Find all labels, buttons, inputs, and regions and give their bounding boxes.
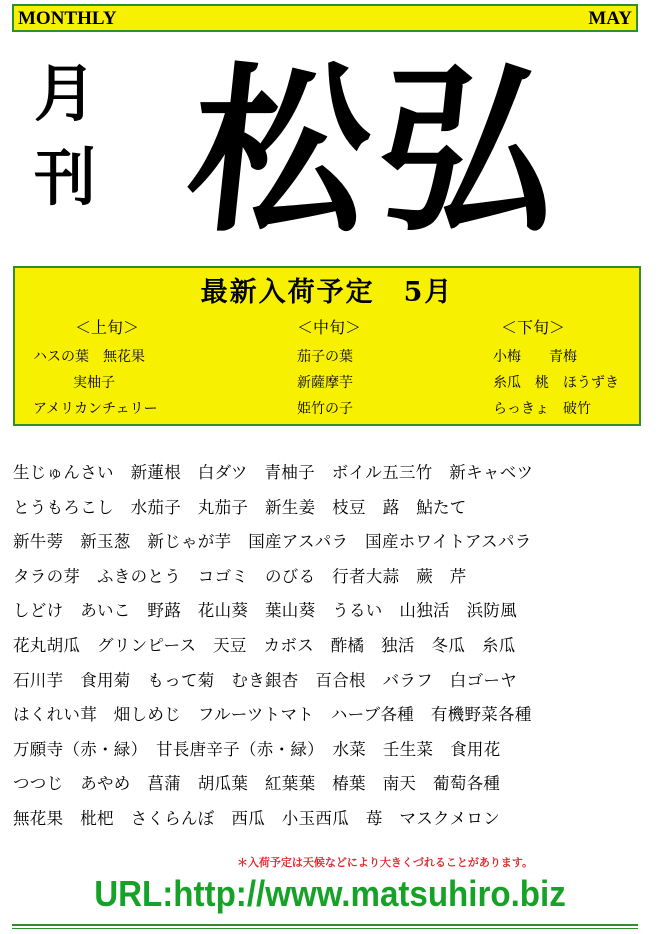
produce-line: 無花果 枇杷 さくらんぼ 西瓜 小玉西瓜 苺 マスクメロン bbox=[13, 808, 501, 828]
produce-line: 石川芋 食用菊 もって菊 むき銀杏 百合根 バラフ 白ゴーヤ bbox=[13, 670, 517, 690]
produce-line: タラの芽 ふきのとう コゴミ のびる 行者大蒜 蕨 芹 bbox=[13, 566, 467, 586]
masthead-gekkan-char-2: 刊 bbox=[34, 141, 97, 214]
column-heading: ＜中旬＞ bbox=[297, 318, 362, 337]
arrival-item: アメリカンチェリー bbox=[33, 401, 158, 417]
column-heading: ＜下旬＞ bbox=[501, 318, 566, 337]
arrival-item: 実柚子 bbox=[73, 375, 115, 391]
footer-rule bbox=[12, 924, 638, 929]
arrival-column-early bbox=[33, 318, 233, 422]
arrival-item: 新薩摩芋 bbox=[297, 375, 353, 391]
produce-line: 新牛蒡 新玉葱 新じゃが芋 国産アスパラ 国産ホワイトアスパラ bbox=[13, 532, 532, 552]
arrival-item: らっきょ 破竹 bbox=[493, 401, 591, 417]
produce-line: とうもろこし 水茄子 丸茄子 新生姜 枝豆 蕗 鮎たて bbox=[13, 497, 467, 517]
produce-line: つつじ あやめ 菖蒲 胡瓜葉 紅葉葉 椿葉 南天 葡萄各種 bbox=[13, 774, 501, 794]
masthead-gekkan-char-1: 月 bbox=[34, 57, 97, 130]
arrival-item: 小梅 青梅 bbox=[493, 349, 577, 365]
header-monthly: MONTHLY bbox=[18, 8, 117, 29]
produce-line: 花丸胡瓜 グリンピース 天豆 カボス 酢橘 独活 冬瓜 糸瓜 bbox=[13, 635, 516, 655]
arrival-schedule-box bbox=[13, 266, 641, 426]
produce-line: 万願寺（赤・緑） 甘長唐辛子（赤・緑） 水菜 壬生菜 食用花 bbox=[13, 739, 501, 759]
arrival-item: 茄子の葉 bbox=[297, 349, 353, 365]
website-url-link[interactable]: URL:http://www.matsuhiro.biz bbox=[94, 873, 566, 914]
arrival-item: 姫竹の子 bbox=[297, 401, 353, 417]
arrival-column-mid bbox=[297, 318, 417, 422]
header-month: MAY bbox=[588, 8, 632, 29]
masthead-logo: 松弘 bbox=[178, 46, 578, 257]
arrival-item: 糸瓜 桃 ほうずき bbox=[493, 375, 619, 391]
produce-list bbox=[13, 456, 643, 837]
arrival-title: 最新入荷予定 5月 bbox=[200, 277, 454, 308]
produce-line: 生じゅんさい 新蓮根 白ダツ 青柚子 ボイル五三竹 新キャベツ bbox=[13, 463, 534, 482]
column-heading: ＜上旬＞ bbox=[75, 318, 140, 337]
header-bar bbox=[12, 4, 638, 32]
produce-line: はくれい茸 畑しめじ フルーツトマト ハーブ各種 有機野菜各種 bbox=[13, 705, 532, 725]
arrival-item: ハスの葉 無花果 bbox=[33, 349, 145, 365]
arrival-column-late bbox=[493, 318, 643, 422]
masthead-gekkan bbox=[34, 52, 97, 220]
arrival-notice: ＊入荷予定は天候などにより大きくづれることがあります。 bbox=[236, 856, 534, 869]
produce-line: しどけ あいこ 野蕗 花山葵 葉山葵 うるい 山独活 浜防風 bbox=[13, 601, 517, 621]
